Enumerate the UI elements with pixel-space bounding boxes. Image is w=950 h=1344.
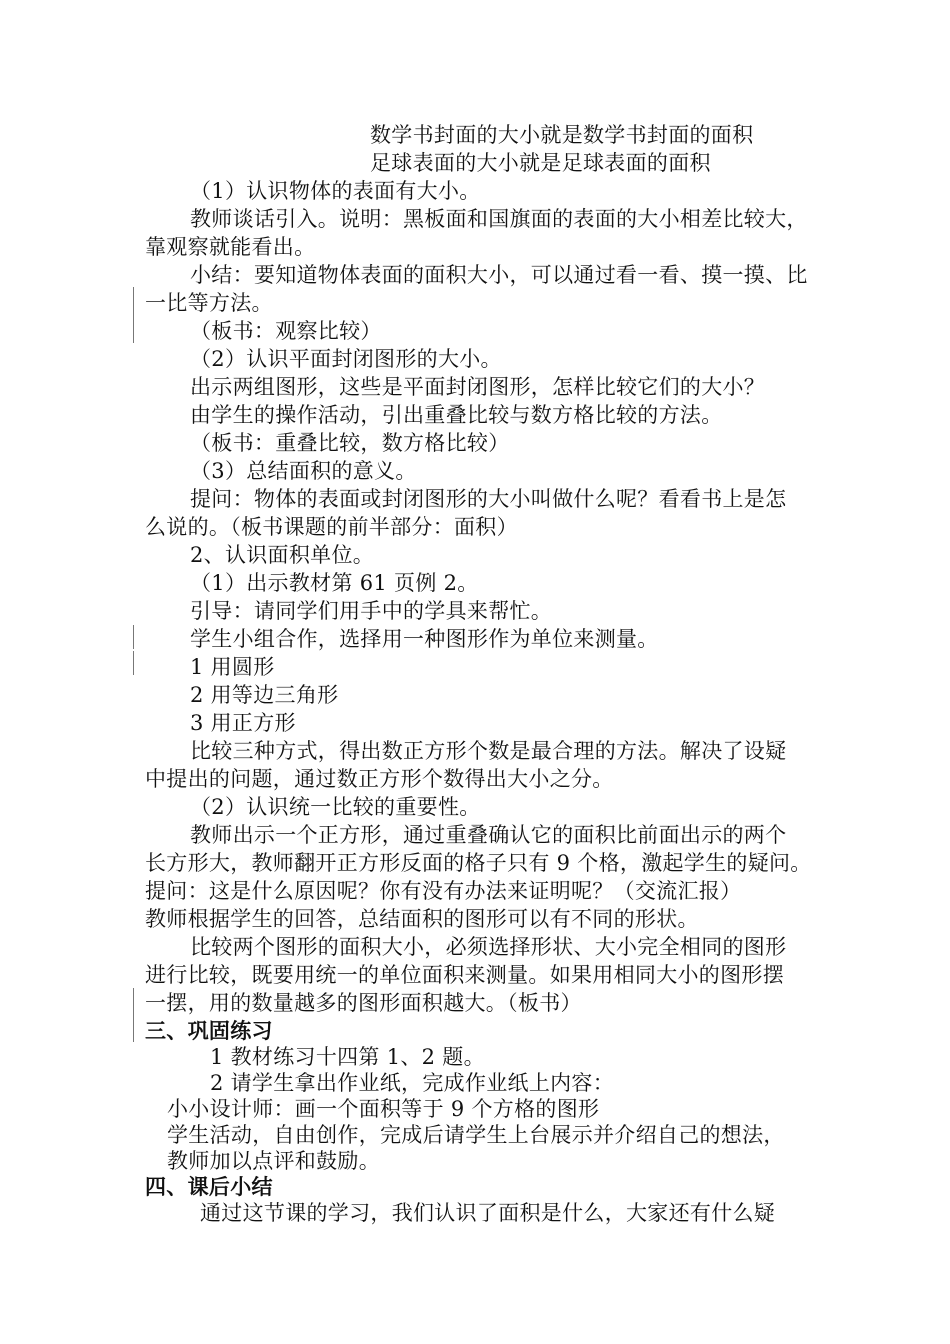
revision-bar: [133, 651, 134, 675]
text-line: 比较两个图形的面积大小，必须选择形状、大小完全相同的图形: [190, 935, 787, 959]
text-line: 中提出的问题，通过数正方形个数得出大小之分。: [145, 767, 614, 791]
text-line: （板书：重叠比较，数方格比较）: [190, 431, 510, 455]
revision-bar: [133, 988, 134, 1018]
revision-bar: [133, 315, 134, 343]
text-line: （2）认识平面封闭图形的大小。: [190, 347, 502, 371]
text-line: 么说的。（板书课题的前半部分：面积）: [145, 515, 518, 539]
text-line: 教师谈话引入。说明：黑板面和国旗面的表面的大小相差比较大，: [190, 207, 808, 231]
text-line: 教师出示一个正方形，通过重叠确认它的面积比前面出示的两个: [190, 823, 787, 847]
text-line: 2、认识面积单位。: [190, 543, 375, 567]
revision-bar: [133, 1018, 134, 1042]
text-line: 学生小组合作，选择用一种图形作为单位来测量。: [190, 627, 659, 651]
text-line: 通过这节课的学习，我们认识了面积是什么，大家还有什么疑: [200, 1201, 776, 1225]
text-line: 出示两组图形，这些是平面封闭图形，怎样比较它们的大小？: [190, 375, 766, 399]
text-line: 由学生的操作活动，引出重叠比较与数方格比较的方法。: [190, 403, 723, 427]
text-line: 一比等方法。: [145, 291, 273, 315]
text-line: 小结：要知道物体表面的面积大小，可以通过看一看、摸一摸、比: [190, 263, 808, 287]
text-line: 学生活动，自由创作，完成后请学生上台展示并介绍自己的想法，: [167, 1123, 785, 1147]
text-line: 小小设计师：画一个面积等于 9 个方格的图形: [167, 1097, 600, 1121]
text-line: 提问：物体的表面或封闭图形的大小叫做什么呢？看看书上是怎: [190, 487, 787, 511]
text-line: （板书：观察比较）: [190, 319, 382, 343]
text-line: 提问：这是什么原因呢？你有没有办法来证明呢？（交流汇报）: [145, 879, 742, 903]
text-line: 比较三种方式，得出数正方形个数是最合理的方法。解决了设疑: [190, 739, 787, 763]
section-heading: 四、课后小结: [145, 1174, 273, 1199]
text-line: 一摆，用的数量越多的图形面积越大。（板书）: [145, 991, 582, 1015]
text-line: 2 请学生拿出作业纸，完成作业纸上内容：: [210, 1071, 615, 1095]
text-line: 1 教材练习十四第 1、2 题。: [210, 1045, 485, 1069]
text-line: 进行比较，既要用统一的单位面积来测量。如果用相同大小的图形摆: [145, 963, 784, 987]
text-line: 靠观察就能看出。: [145, 235, 316, 259]
text-line: （2）认识统一比较的重要性。: [190, 795, 481, 819]
text-line: （3）总结面积的意义。: [190, 459, 417, 483]
text-line: （1）出示教材第 61 页例 2。: [190, 571, 479, 595]
text-line: 1 用圆形: [190, 655, 275, 679]
text-line: 3 用正方形: [190, 711, 296, 735]
text-line: 足球表面的大小就是足球表面的面积: [370, 151, 711, 175]
text-line: 数学书封面的大小就是数学书封面的面积: [370, 123, 754, 147]
text-line: 2 用等边三角形: [190, 683, 339, 707]
text-line: 教师根据学生的回答，总结面积的图形可以有不同的形状。: [145, 907, 699, 931]
text-line: 教师加以点评和鼓励。: [167, 1149, 380, 1173]
text-line: （1）认识物体的表面有大小。: [190, 179, 481, 203]
revision-bar: [133, 287, 134, 317]
text-line: 长方形大，教师翻开正方形反面的格子只有 9 个格，激起学生的疑问。: [145, 851, 812, 875]
revision-bar: [133, 625, 134, 649]
text-line: 引导：请同学们用手中的学具来帮忙。: [190, 599, 553, 623]
section-heading: 三、巩固练习: [145, 1018, 273, 1043]
